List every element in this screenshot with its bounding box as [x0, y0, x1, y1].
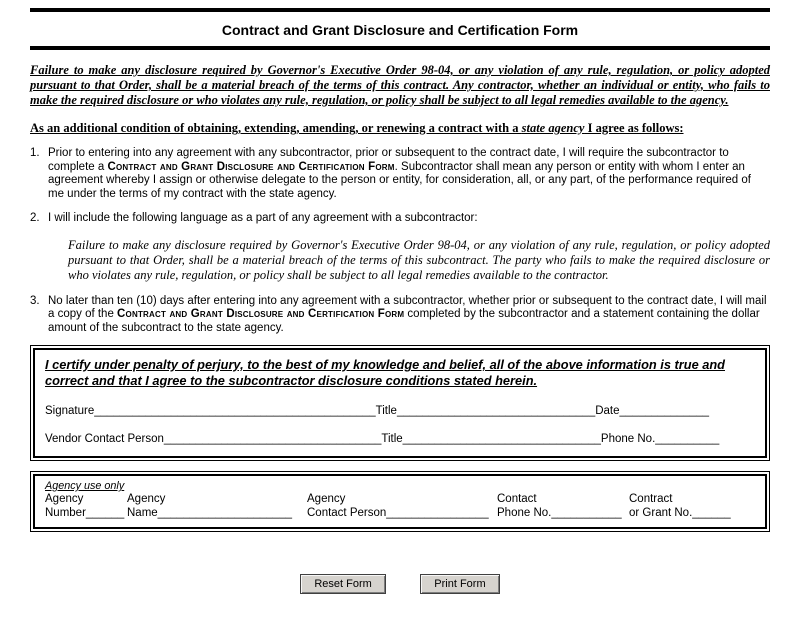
item-3-text: [48, 295, 770, 336]
agency-number-label-top: Agency: [45, 493, 84, 505]
reset-form-button[interactable]: Reset Form: [300, 574, 385, 594]
certification-box: [30, 345, 770, 461]
agreement-suffix: I agree as follows:: [584, 121, 684, 135]
contract-grant-label-bottom: or Grant No.______: [629, 506, 731, 519]
agreement-heading: [30, 121, 770, 136]
agency-use-box-inner: [33, 474, 767, 529]
contact-phone-label-top: Contact: [497, 493, 537, 505]
page-title: Contract and Grant Disclosure and Certification Form: [221, 22, 579, 38]
agency-name-label-bottom: Name_____________________: [127, 506, 292, 519]
agency-contact-label-top: Agency: [307, 493, 346, 505]
contact-phone-label-bottom: Phone No.___________: [497, 506, 622, 519]
agency-number-field: [45, 493, 127, 520]
agency-name-field: [127, 493, 307, 520]
agency-contact-person-field: [307, 493, 497, 520]
agency-number-label-bottom: Number______: [45, 506, 125, 519]
agreement-prefix: As an additional condition of obtaining, extending, amending, or renewing a contract with a: [30, 121, 522, 135]
list-item-1: [30, 147, 770, 201]
item-3-number: 3.: [30, 294, 40, 307]
item-3-before: No later than ten (10) days after entering into any agreement with a subcontractor, whether prior or subsequent to the contract date, I will mail a copy of the: [48, 294, 767, 320]
certification-statement: I certify under penalty of perjury, to the best of my knowledge and belief, all of the above information is true and correct and that I agree to the subcontractor disclosure conditions stated herein.: [45, 357, 725, 388]
print-form-button[interactable]: Print Form: [420, 574, 499, 594]
item-2-text: [48, 212, 770, 284]
item-2-intro: I will include the following language as a part of any agreement with a subcontractor:: [48, 212, 478, 224]
conditions-list: [30, 147, 770, 335]
item-1-number: 1.: [30, 147, 40, 159]
signature-row: Signature____________________________________________Title_______________________________Date______________: [45, 405, 710, 417]
agency-fields-row: [45, 493, 755, 520]
item-1-form-name-smallcaps: Contract and Grant Disclosure and Certification Form: [107, 160, 395, 173]
contract-grant-label-top: Contract: [629, 493, 673, 505]
agency-use-only-label: Agency use only: [45, 480, 125, 492]
list-item-2: [30, 212, 770, 284]
agency-use-box: [30, 471, 770, 532]
agency-name-label-top: Agency: [127, 493, 166, 505]
item-3-form-name-smallcaps: Contract and Grant Disclosure and Certification Form: [117, 308, 405, 320]
item-1-after: . Subcontractor shall mean any person or entity with whom I enter an agreement whereby I assign or otherwise delegate to the person or entity, for consideration, all, or any part, of the performance required of me under the terms of my contract with the state agency.: [48, 160, 751, 200]
item-3-after: completed by the subcontractor and a statement containing the dollar amount of the subcontract to the state agency.: [48, 308, 760, 334]
form-buttons-row: [30, 574, 770, 594]
vendor-contact-row: Vendor Contact Person__________________________________Title_______________________________Phone No.__________: [45, 433, 720, 445]
item-1-text: [48, 147, 770, 201]
top-rule: [30, 8, 770, 12]
title-rule: [30, 46, 770, 50]
agency-contact-label-bottom: Contact Person________________: [307, 506, 489, 519]
contract-grant-number-field: [629, 493, 755, 520]
agreement-state-agency: state agency: [521, 121, 585, 135]
subcontract-quote-paragraph: Failure to make any disclosure required by Governor's Executive Order 98-04, or any violation of any rule, regulation, or policy adopted pursuant to that Order, shall be a material breach of the terms of this subcontract. The party who fails to make the required disclosure or who violates any rule, regulation, or policy shall be subject to all legal remedies available to the contractor.: [68, 237, 770, 282]
disclosure-warning-paragraph: Failure to make any disclosure required by Governor's Executive Order 98-04, or any violation of any rule, regulation, or policy adopted pursuant to that Order, shall be a material breach of the terms of this contract. Any contractor, whether an individual or entity, who fails to make the required disclosure or who violates any rule, regulation, or policy shall be subject to all legal remedies available to the agency.: [30, 63, 770, 107]
item-2-number: 2.: [30, 212, 40, 224]
list-item-3: [30, 295, 770, 336]
item-1-before: Prior to entering into any agreement with any subcontractor, prior or subsequent to the contract date, I will require the subcontractor to complete a: [48, 147, 729, 173]
certification-box-inner: [33, 348, 767, 458]
contact-phone-field: [497, 493, 629, 520]
